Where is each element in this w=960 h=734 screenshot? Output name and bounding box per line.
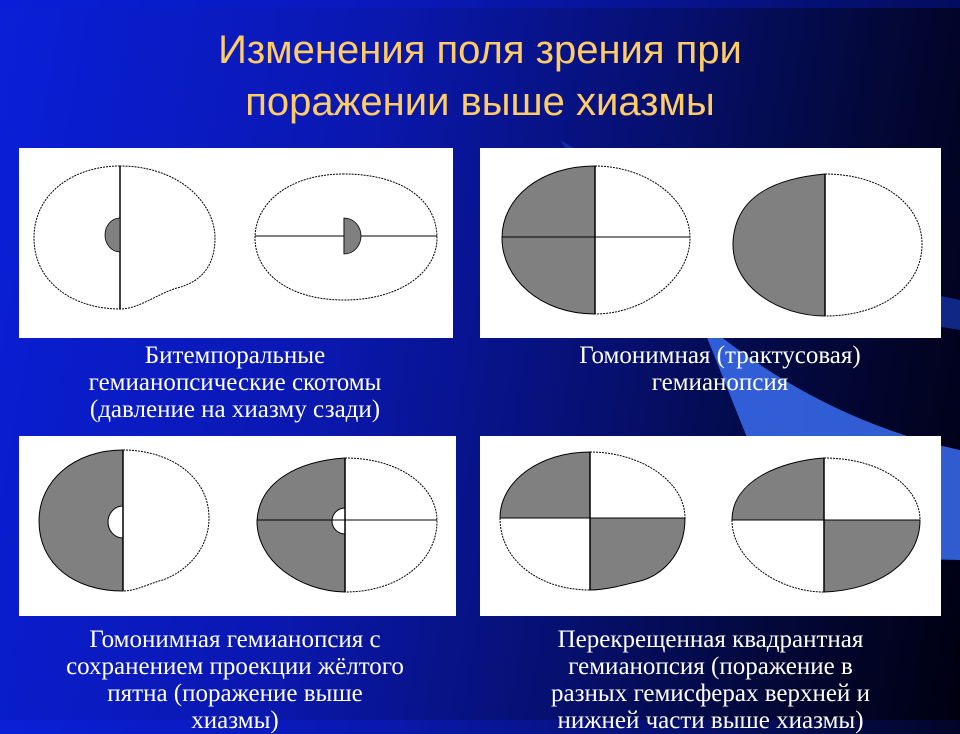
right-eye-defect [257,458,345,592]
visual-field-diagram-crossed-quadrant [480,436,941,616]
visual-field-diagram-macular-sparing [19,436,456,616]
visual-field-diagram-homonymous [480,148,941,338]
caption-homonymous-tract [490,342,950,396]
caption-line: гемианопсия (поражение в [568,653,853,680]
right-eye-field-outline [345,458,437,592]
right-eye-defect [733,174,825,316]
panel-macular-sparing [19,436,456,616]
left-eye-lower-right-defect [590,518,685,590]
left-eye-field-outline [595,166,690,314]
left-eye-field-outline [123,450,209,591]
caption-line: пятна (поражение выше [107,680,363,707]
visual-field-diagram-bitemporal [19,148,453,338]
caption-macular-sparing [10,626,460,734]
right-eye-upper-left-defect [732,458,824,520]
right-eye-lower-right-defect [824,520,920,592]
caption-line: Гомонимная гемианопсия с [89,626,381,653]
caption-line: Гомонимная (трактусовая) [579,342,861,369]
caption-line: гемианопсия [651,369,789,396]
panel-crossed-quadrant [480,436,941,616]
left-eye-field-outline [34,166,215,309]
caption-line: Битемпоральные [144,342,326,369]
caption-line: нижней части выше хиазмы) [557,707,864,734]
caption-line: (давление на хиазму сзади) [89,396,381,423]
caption-bitemporal [20,342,450,423]
left-eye-defect [39,450,123,591]
caption-line: хиазмы) [191,707,279,734]
left-eye-defect [502,166,595,314]
caption-line: гемианопсические скотомы [88,369,382,396]
right-eye-field-outline [825,174,922,316]
panel-bitemporal-scotomas [19,148,453,338]
caption-line: разных гемисферах верхней и [551,680,870,707]
caption-line: Перекрещенная квадрантная [557,626,864,653]
caption-crossed-quadrant [480,626,941,734]
left-eye-upper-left-defect [500,452,590,518]
title-line-1: Изменения поля зрения при [218,28,742,72]
slide-title [100,24,860,128]
title-line-2: поражении выше хиазмы [245,80,715,124]
panel-homonymous-tract-hemianopsia [480,148,941,338]
caption-line: сохранением проекции жёлтого [66,653,404,680]
